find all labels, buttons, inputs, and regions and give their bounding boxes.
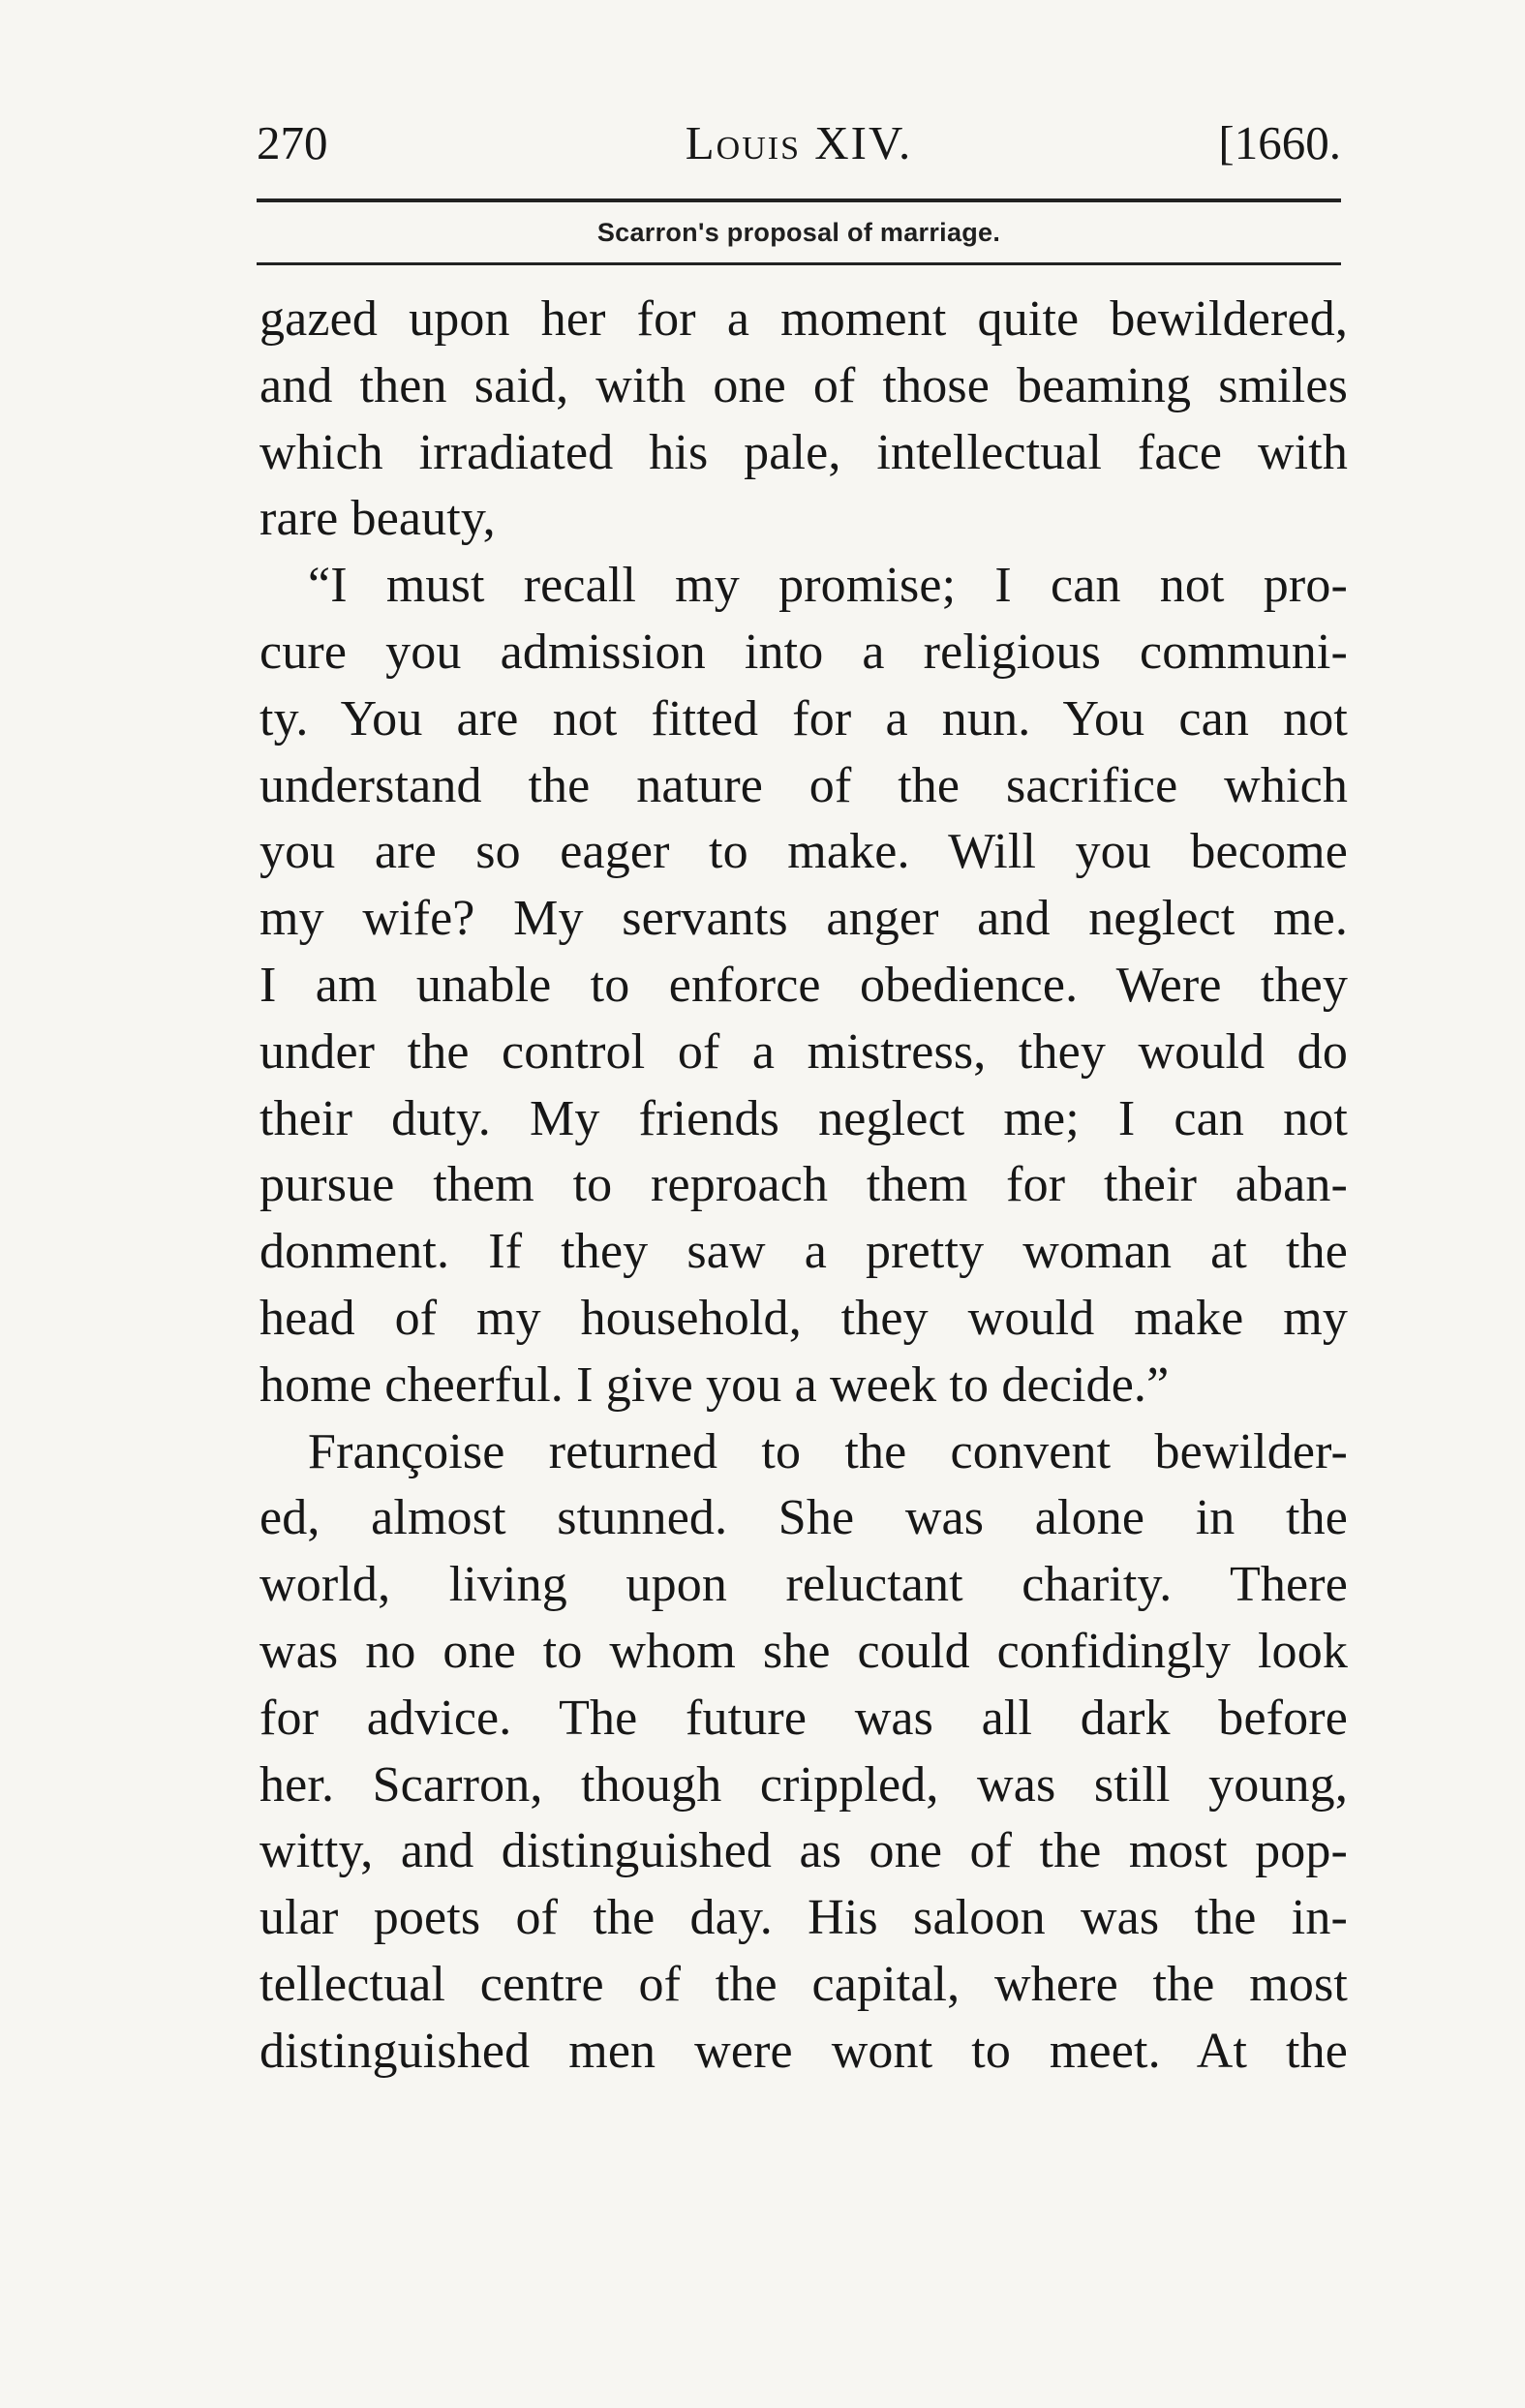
text-line: gazed upon her for a moment quite bewildered,	[259, 291, 1348, 347]
text-line: cure you admission into a religious communi-	[259, 624, 1348, 680]
header-rule-bottom	[257, 262, 1341, 265]
section-subheading: Scarron's proposal of marriage.	[596, 218, 1001, 247]
running-title-rest: ouis	[716, 116, 801, 169]
page-number: 270	[257, 116, 328, 169]
text-line: donment. If they saw a pretty woman at the	[259, 1224, 1348, 1280]
running-title-numeral: XIV.	[814, 116, 913, 169]
text-line: my wife? My servants anger and neglect me.	[259, 891, 1348, 947]
text-line: you are so eager to make. Will you become	[259, 824, 1348, 880]
text-line: ty. You are not fitted for a nun. You can not	[259, 690, 1348, 747]
text-line: home cheerful. I give you a week to decide.”	[259, 1356, 1170, 1413]
text-line: under the control of a mistress, they would do	[259, 1023, 1348, 1080]
text-line: I am unable to enforce obedience. Were they	[259, 957, 1348, 1013]
text-line: understand the nature of the sacrifice which	[259, 757, 1348, 813]
text-line: distinguished men were wont to meet. At the	[259, 2023, 1348, 2079]
text-line: ed, almost stunned. She was alone in the	[259, 1490, 1348, 1546]
running-title-initial: L	[685, 116, 717, 169]
text-line: her. Scarron, though crippled, was still young,	[259, 1756, 1348, 1813]
text-line: for advice. The future was all dark before	[259, 1690, 1348, 1746]
running-title	[686, 114, 913, 172]
header-rule-top	[257, 198, 1341, 202]
text-line: “I must recall my promise; I can not pro-	[308, 558, 1348, 614]
text-line: Françoise returned to the convent bewilder-	[308, 1423, 1348, 1479]
body-text	[259, 287, 1348, 2086]
text-line: tellectual centre of the capital, where the most	[259, 1956, 1348, 2012]
text-line: ular poets of the day. His saloon was the in-	[259, 1890, 1348, 1946]
text-line: which irradiated his pale, intellectual face with	[259, 424, 1348, 480]
text-line: witty, and distinguished as one of the most pop-	[259, 1823, 1348, 1879]
page-header	[257, 114, 1341, 182]
text-line: rare beauty,	[259, 491, 496, 547]
text-line: and then said, with one of those beaming smiles	[259, 357, 1348, 413]
text-line: world, living upon reluctant charity. There	[259, 1557, 1348, 1613]
text-line: their duty. My friends neglect me; I can not	[259, 1090, 1348, 1146]
text-line: was no one to whom she could confidingly look	[259, 1623, 1348, 1679]
text-line: head of my household, they would make my	[259, 1290, 1348, 1346]
text-line: pursue them to reproach them for their aban-	[259, 1157, 1348, 1213]
year-bracket: [1660.	[1218, 116, 1341, 169]
